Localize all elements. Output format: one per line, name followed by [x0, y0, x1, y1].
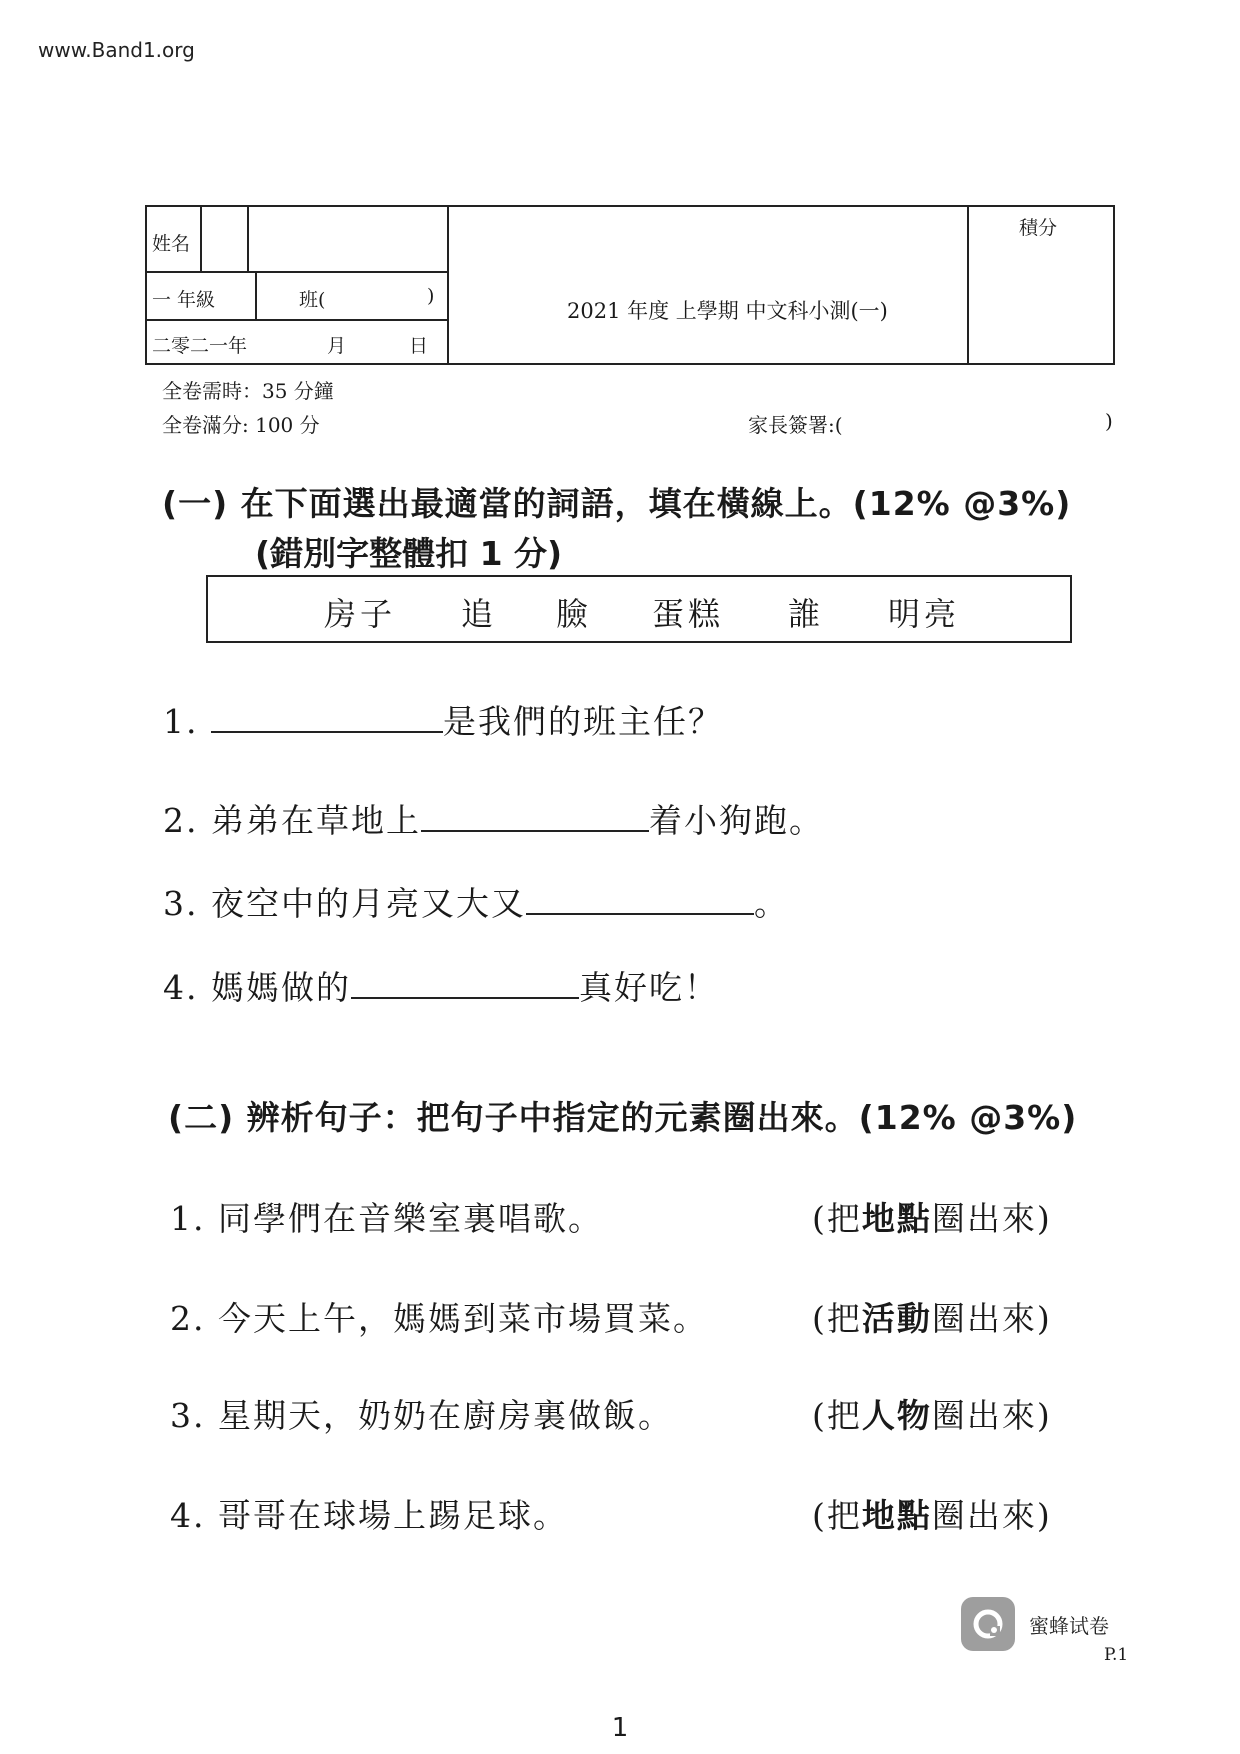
question-sentence: 今天上午，媽媽到菜市場買菜。 [218, 1299, 708, 1338]
word-bank-item: 追 [461, 595, 498, 633]
instruction-keyword: 人物 [861, 1396, 932, 1435]
question-text-before: 弟弟在草地上 [211, 801, 421, 840]
fill-question [163, 878, 789, 925]
answer-blank[interactable] [526, 883, 754, 915]
page-number: 1 [611, 1713, 629, 1743]
question-instruction [812, 1390, 1052, 1437]
instruction-prefix: (把 [812, 1496, 862, 1535]
answer-blank[interactable] [351, 967, 579, 999]
word-bank-item: 房子 [324, 595, 397, 633]
instruction-prefix: (把 [812, 1199, 862, 1238]
brand-name: 蜜蜂试卷 [1029, 1614, 1109, 1638]
site-url: www.Band1.org [38, 38, 195, 62]
instruction-suffix: 圈出來) [931, 1199, 1052, 1238]
parent-signature-close: ) [1105, 409, 1113, 433]
question-text-before: 媽媽做的 [211, 968, 351, 1007]
question-instruction [812, 1293, 1052, 1340]
instruction-suffix: 圈出來) [931, 1299, 1052, 1338]
question-text-after: 。 [754, 884, 789, 923]
question-number: 4. [163, 968, 199, 1007]
instruction-suffix: 圈出來) [931, 1396, 1052, 1435]
question-sentence: 星期天，奶奶在廚房裏做飯。 [218, 1396, 673, 1435]
instruction-keyword: 地點 [861, 1496, 932, 1535]
instruction-prefix: (把 [812, 1299, 862, 1338]
date-month: 月 [327, 335, 347, 357]
identify-question [170, 1293, 708, 1340]
instruction-keyword: 活動 [861, 1299, 932, 1338]
name-label: 姓名 [152, 233, 191, 255]
instruction-keyword: 地點 [861, 1199, 932, 1238]
answer-blank[interactable] [421, 800, 649, 832]
question-number: 3. [170, 1396, 206, 1435]
brand-logo-icon [961, 1597, 1015, 1651]
question-instruction [812, 1490, 1052, 1537]
question-number: 3. [163, 884, 199, 923]
class-label: 班( [299, 289, 326, 311]
grade-label: 一 年級 [152, 289, 216, 311]
fill-question [163, 696, 723, 743]
fill-question [163, 962, 719, 1009]
question-sentence: 同學們在音樂室裏唱歌。 [218, 1199, 603, 1238]
question-text-after: 着小狗跑。 [649, 801, 824, 840]
question-sentence: 哥哥在球場上踢足球。 [218, 1496, 568, 1535]
identify-question [170, 1490, 568, 1537]
parent-signature: 家長簽署:( [748, 413, 843, 437]
section2-title: (二) 辨析句子：把句子中指定的元素圈出來。(12% @3%) [168, 1098, 1078, 1137]
exam-title: 2021 年度 上學期 中文科小測(一) [567, 299, 888, 323]
exam-duration: 全卷需時：35 分鐘 [162, 379, 334, 403]
word-bank-item: 誰 [788, 595, 825, 633]
instruction-suffix: 圈出來) [931, 1496, 1052, 1535]
word-bank-item: 明亮 [888, 595, 961, 633]
question-text-after: 真好吃！ [579, 968, 719, 1007]
word-bank [206, 575, 1072, 643]
section1-title: (一) 在下面選出最適當的詞語，填在橫線上。(12% @3%) [162, 484, 1072, 523]
question-number: 1. [163, 702, 199, 741]
section1-subtitle: (錯別字整體扣 1 分) [255, 534, 563, 573]
instruction-prefix: (把 [812, 1396, 862, 1435]
question-number: 2. [170, 1299, 206, 1338]
date-year: 二零二一年 [152, 335, 248, 357]
identify-question [170, 1390, 673, 1437]
word-bank-item: 蛋糕 [652, 595, 725, 633]
exam-header-table [145, 205, 1115, 365]
date-day: 日 [409, 335, 429, 357]
question-instruction [812, 1193, 1052, 1240]
fill-question [163, 795, 824, 842]
score-label: 積分 [1019, 217, 1058, 239]
question-text-before: 夜空中的月亮又大又 [211, 884, 526, 923]
answer-blank[interactable] [211, 701, 443, 733]
class-label-close: ) [427, 285, 435, 307]
question-number: 1. [170, 1199, 206, 1238]
question-number: 2. [163, 801, 199, 840]
identify-question [170, 1193, 603, 1240]
question-number: 4. [170, 1496, 206, 1535]
full-marks: 全卷滿分: 100 分 [162, 413, 320, 437]
word-bank-item: 臉 [556, 595, 593, 633]
question-text-after: 是我們的班主任？ [443, 702, 723, 741]
page-label: P.1 [1104, 1645, 1129, 1665]
